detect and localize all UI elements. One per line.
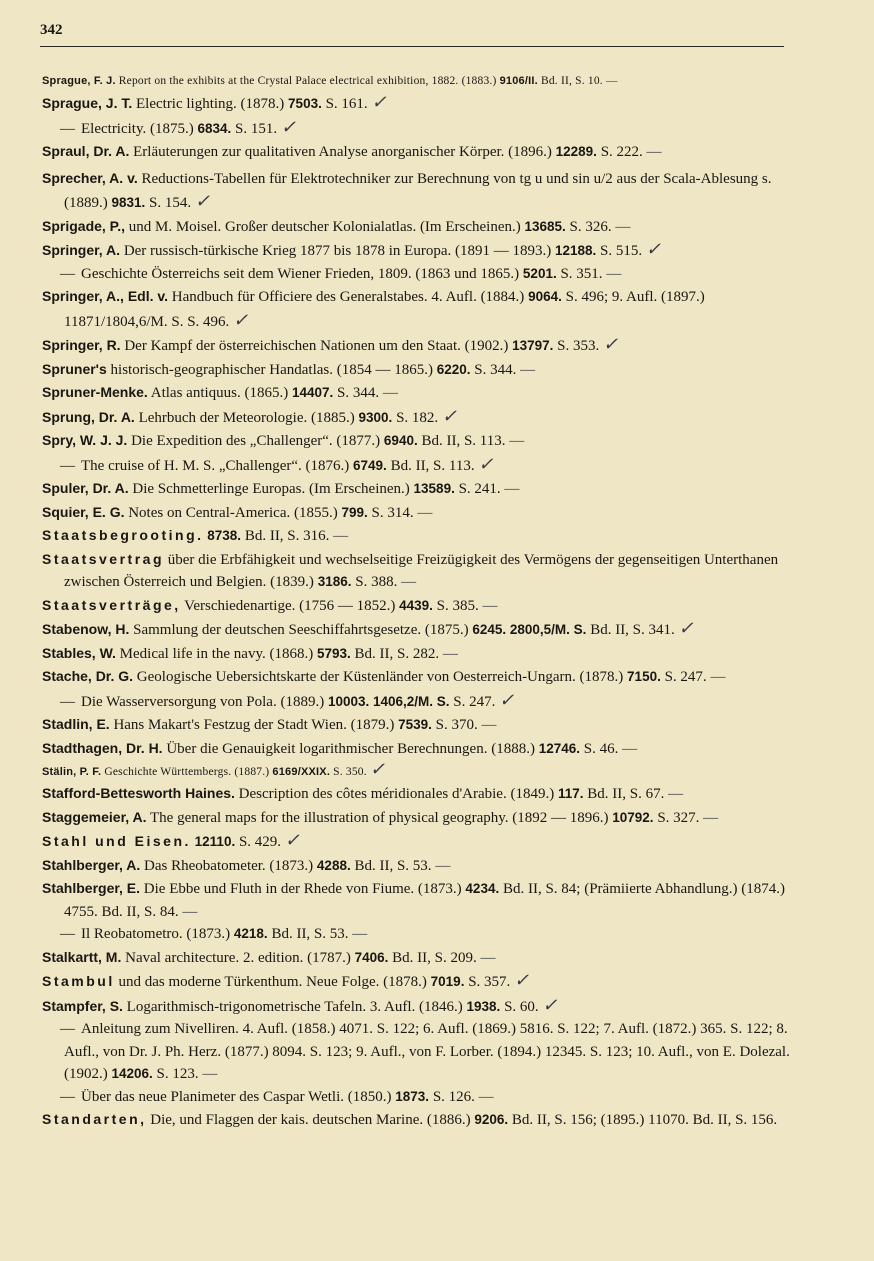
dash-mark-icon: — (417, 504, 431, 521)
dash-mark-icon: — (504, 481, 518, 497)
check-mark-icon: ✓ (194, 191, 210, 211)
entry-title: historisch-geographischer Handatlas. (1854 — 1865.) (110, 361, 433, 378)
entry-reference: S. 344. (474, 361, 517, 378)
entry-catalog-number: 13685. (524, 218, 566, 234)
index-entry (42, 969, 792, 994)
entry-title: Sammlung der deutschen Seeschiffahrtsgesetze. (1875.) (133, 622, 469, 638)
entry-title: Lehrbuch der Meteorologie. (1885.) (138, 409, 355, 426)
entry-heading: Springer, R. (42, 337, 121, 353)
entry-title: Die Expedition des „Challenger“. (1877.) (131, 433, 381, 449)
entry-heading: Springer, A. (42, 242, 121, 258)
entry-reference: S. 496; 9. Aufl. (1897.) 11871/1804,6/M. S. S. 496. (64, 289, 705, 330)
entry-title: Report on the exhibits at the Crystal Palace electrical exhibition, 1882. (1883.) (118, 75, 497, 87)
entry-reference: S. 154. (149, 195, 192, 211)
check-mark-icon: ✓ (233, 309, 249, 330)
entry-title: Atlas antiquus. (1865.) (150, 385, 289, 401)
entry-heading: Stampfer, S. (42, 997, 123, 1014)
entry-heading: Stadthagen, Dr. H. (42, 739, 163, 756)
entry-title: Verschiedenartige. (1756 — 1852.) (184, 597, 396, 614)
ditto-dash: — (60, 265, 75, 282)
ditto-dash: — (60, 693, 75, 710)
entry-title: Anleitung zum Nivelliren. 4. Aufl. (1858.) 4071. S. 122; 6. Aufl. (1869.) 5816. S. 122; 7. Aufl. (1872.) 365. S. 122; 8. Aufl., von Dr. J. Ph. Herz. (1877.) 8094. S. 123; 9. Aufl., von F. Lorber. (1894.) 12345. S. 123; 10. Aufl., von E. Dolezal. (1902.) (64, 1021, 790, 1082)
dash-mark-icon: — (481, 717, 495, 733)
check-mark-icon: ✓ (369, 759, 386, 779)
entry-catalog-number: 7539. (398, 717, 432, 732)
dash-mark-icon: — (509, 433, 523, 449)
index-entry (42, 760, 792, 782)
entry-reference: Bd. II, S. 67. (587, 786, 665, 802)
index-entry (42, 453, 792, 478)
entry-title: Die Wasserversorgung von Pola. (1889.) (81, 693, 325, 710)
index-entry (42, 594, 792, 618)
index-entry (42, 116, 792, 141)
check-mark-icon: ✓ (441, 405, 457, 426)
entry-title: Naval architecture. 2. edition. (1787.) (125, 949, 351, 966)
entry-reference: S. 46. (583, 740, 619, 757)
ditto-dash: — (60, 926, 75, 942)
entry-heading: Sprigade, P., (42, 217, 125, 234)
entry-catalog-number: 10792. (612, 809, 654, 825)
entry-heading: Springer, A., Edl. v. (42, 288, 169, 304)
index-entry (42, 829, 792, 854)
entry-heading: Stables, W. (42, 644, 116, 661)
dash-mark-icon: — (606, 265, 620, 282)
index-entry (42, 405, 792, 430)
entry-reference: Bd. II, S. 53. (271, 926, 349, 942)
entry-title: und M. Moisel. Großer deutscher Kolonialatlas. (Im Erscheinen.) (128, 218, 521, 235)
index-entry (42, 617, 792, 642)
entry-catalog-number: 14407. (291, 385, 334, 400)
entry-reference: S. 247. (453, 693, 496, 710)
entry-catalog-number: 7503. (288, 96, 322, 111)
entry-catalog-number: 6834. (197, 120, 232, 136)
entry-catalog-number: 1873. (395, 1088, 430, 1104)
entry-heading: Squier, E. G. (42, 503, 125, 520)
entry-reference: S. 123. (156, 1066, 199, 1082)
dash-mark-icon: — (520, 361, 534, 378)
entry-catalog-number: 5201. (522, 265, 557, 281)
entry-title: Die, und Flaggen der kais. deutschen Marine. (1886.) (150, 1112, 471, 1128)
entry-catalog-number: 7406. (354, 949, 389, 965)
entry-heading: Sprecher, A. v. (42, 169, 138, 186)
index-entry (42, 923, 792, 946)
entry-catalog-number: 9300. (358, 409, 393, 425)
entry-title: Reductions-Tabellen für Elektrotechniker zur Berechnung von tg u und sin u/2 aus der Scala-Ablesung s. (1889.) (64, 170, 772, 211)
entry-heading-spaced: Staatsverträge, (42, 596, 181, 613)
entry-reference: S. 388. (355, 574, 398, 590)
header-rule (40, 46, 784, 47)
dash-mark-icon: — (622, 740, 636, 757)
entry-reference: S. 314. (371, 504, 414, 521)
entry-title: über die Erbfähigkeit und wechselseitige Freizügigkeit des Vermögens der gegenseitigen Unterthanen zwischen Österreich und Belgien. (1839.) (64, 551, 779, 590)
dash-mark-icon: — (401, 574, 415, 590)
entry-catalog-number: 13797. (512, 338, 554, 353)
index-entry (42, 91, 792, 116)
index-entry (42, 713, 792, 737)
entry-reference: Bd. II, S. 316. (244, 528, 330, 544)
dash-mark-icon: — (605, 75, 616, 87)
entry-catalog-number: 9831. (111, 195, 146, 210)
entry-title: Der Kampf der österreichischen Nationen um den Staat. (1902.) (124, 338, 509, 354)
index-entry (42, 167, 792, 215)
check-mark-icon: ✓ (284, 830, 300, 850)
check-mark-icon: ✓ (514, 970, 530, 990)
entry-reference: S. 60. (504, 998, 539, 1015)
entry-reference: Bd. II, S. 156; (1895.) 11070. Bd. II, S. 156. (511, 1112, 778, 1128)
index-entry (42, 548, 792, 594)
entry-reference: S. 370. (435, 717, 478, 733)
entry-catalog-number: 9206. (474, 1112, 509, 1127)
entry-catalog-number: 12188. (555, 243, 597, 258)
entry-heading: Spraul, Dr. A. (42, 143, 130, 159)
entry-catalog-number: 14206. (111, 1066, 153, 1081)
entry-title: Erläuterungen zur qualitativen Analyse anorganischer Körper. (1896.) (133, 144, 552, 160)
index-entry (42, 524, 792, 548)
entry-catalog-number: 9064. (528, 289, 562, 304)
dash-mark-icon: — (480, 949, 494, 966)
entry-reference: S. 161. (325, 96, 368, 112)
entry-catalog-number: 10003. 1406,2/M. S. (327, 693, 450, 709)
entry-heading-spaced: Standarten, (42, 1111, 147, 1127)
entry-catalog-number: 799. (341, 504, 368, 520)
entry-catalog-number: 6220. (436, 361, 471, 377)
entry-title: Logarithmisch-trigonometrische Tafeln. 3. Aufl. (1846.) (126, 998, 463, 1015)
entry-title: Das Rheobatometer. (1873.) (144, 857, 314, 874)
entry-reference: Bd. II, S. 282. (354, 645, 440, 662)
entry-reference: Bd. II, S. 53. (354, 857, 432, 874)
entry-reference: S. 327. (657, 809, 700, 826)
entry-title: Über das neue Planimeter des Caspar Wetli. (1850.) (81, 1088, 392, 1105)
entry-catalog-number: 9106/II. (499, 75, 538, 87)
entry-catalog-number: 6169/XXIX. (272, 766, 331, 778)
check-mark-icon: ✓ (603, 334, 619, 354)
entry-reference: S. 385. (436, 597, 479, 614)
index-entry (42, 665, 792, 689)
entry-reference: S. 515. (600, 243, 643, 259)
entry-title: Electric lighting. (1878.) (136, 96, 285, 112)
entry-catalog-number: 6940. (383, 433, 418, 448)
dash-mark-icon: — (202, 1066, 216, 1082)
entry-title: Description des côtes méridionales d'Arabie. (1849.) (238, 786, 555, 802)
entry-reference: S. 222. (600, 144, 643, 160)
entry-heading: Stafford-Bettesworth Haines. (42, 785, 235, 801)
index-entry (42, 994, 792, 1019)
entry-reference: S. 357. (468, 974, 511, 990)
entry-title: Die Ebbe und Fluth in der Rhede von Fiume. (1873.) (143, 881, 462, 897)
index-entry (42, 877, 792, 923)
index-entry (42, 642, 792, 666)
check-mark-icon: ✓ (371, 92, 387, 112)
entry-reference: S. 182. (396, 409, 439, 426)
entry-catalog-number: 3186. (317, 574, 352, 589)
entry-heading: Stälin, P. F. (42, 766, 102, 778)
entry-reference: Bd. II, S. 341. (590, 622, 675, 638)
dash-mark-icon: — (646, 144, 660, 160)
entry-list (42, 72, 792, 1132)
dash-mark-icon: — (352, 926, 366, 942)
entry-catalog-number: 117. (557, 786, 584, 801)
entry-title: The general maps for the illustration of physical geography. (1892 — 1896.) (150, 809, 609, 826)
index-entry (42, 72, 792, 91)
entry-reference: S. 247. (664, 669, 707, 685)
entry-title: The cruise of H. M. S. „Challenger“. (1876.) (81, 457, 350, 474)
index-entry (42, 215, 792, 239)
dash-mark-icon: — (442, 645, 456, 662)
index-entry (42, 285, 792, 333)
entry-catalog-number: 4218. (233, 926, 268, 941)
entry-catalog-number: 1938. (466, 998, 501, 1014)
dash-mark-icon: — (482, 597, 496, 614)
entry-heading: Sprung, Dr. A. (42, 408, 135, 425)
index-entry (42, 689, 792, 714)
entry-title: Über die Genauigkeit logarithmischer Berechnungen. (1888.) (166, 740, 535, 757)
index-entry (42, 358, 792, 382)
index-entry (42, 501, 792, 525)
check-mark-icon: ✓ (645, 239, 661, 259)
dash-mark-icon: — (333, 528, 347, 544)
index-entry (42, 333, 792, 358)
dash-mark-icon: — (668, 786, 682, 802)
entry-title: Geschichte Württembergs. (1887.) (104, 766, 270, 778)
index-entry (42, 806, 792, 830)
entry-title: Geologische Uebersichtskarte der Küstenländer von Oesterreich-Ungarn. (1878.) (136, 669, 624, 685)
entry-reference: Bd. II, S. 84; (Prämiierte Abhandlung.) (1874.) 4755. Bd. II, S. 84. (64, 881, 786, 920)
entry-title: Handbuch für Officiere des Generalstabes. 4. Aufl. (1884.) (171, 289, 525, 305)
entry-heading: Spry, W. J. J. (42, 432, 128, 448)
dash-mark-icon: — (182, 903, 196, 920)
entry-title: Electricity. (1875.) (81, 120, 194, 137)
check-mark-icon: ✓ (499, 689, 515, 710)
entry-title: Notes on Central-America. (1855.) (128, 504, 338, 521)
entry-heading: Sprague, J. T. (42, 95, 133, 111)
entry-reference: S. 126. (432, 1088, 475, 1105)
entry-heading: Stahlberger, A. (42, 856, 141, 873)
entry-heading: Sprague, F. J. (42, 75, 116, 87)
check-mark-icon: ✓ (542, 994, 558, 1015)
entry-heading: Stalkartt, M. (42, 948, 122, 965)
entry-catalog-number: 6245. 2800,5/M. S. (472, 622, 587, 637)
entry-title: Die Schmetterlinge Europas. (Im Erscheinen.) (132, 481, 410, 497)
entry-catalog-number: 7150. (627, 669, 661, 684)
entry-catalog-number: 12110. (194, 834, 236, 849)
ditto-dash: — (60, 120, 75, 137)
dash-mark-icon: — (710, 669, 724, 685)
entry-heading: Stahlberger, E. (42, 880, 141, 896)
ditto-dash: — (60, 457, 75, 474)
index-entry (42, 263, 792, 286)
index-entry (42, 1086, 792, 1109)
entry-reference: S. 351. (560, 265, 603, 282)
dash-mark-icon: — (382, 385, 396, 401)
entry-reference: Bd. II, S. 113. (390, 457, 475, 474)
entry-heading: Spruner-Menke. (42, 384, 148, 400)
entry-catalog-number: 4439. (399, 597, 433, 613)
entry-reference: S. 151. (235, 120, 278, 137)
index-entry (42, 854, 792, 878)
entry-title: Medical life in the navy. (1868.) (119, 645, 314, 662)
entry-heading: Spruner's (42, 360, 107, 377)
entry-title: Hans Makart's Festzug der Stadt Wien. (1879.) (113, 717, 395, 733)
entry-catalog-number: 5793. (316, 645, 351, 661)
entry-title: Geschichte Österreichs seit dem Wiener Frieden, 1809. (1863 und 1865.) (81, 265, 520, 282)
entry-heading: Spuler, Dr. A. (42, 480, 129, 496)
entry-title: und das moderne Türkenthum. Neue Folge. (1878.) (118, 974, 427, 990)
ditto-dash: — (60, 1088, 75, 1105)
check-mark-icon: ✓ (478, 453, 494, 474)
index-entry (42, 1018, 792, 1086)
index-entry (42, 140, 792, 164)
index-entry (42, 429, 792, 453)
entry-heading-spaced: Staatsbegrooting. (42, 527, 204, 543)
entry-reference: S. 353. (557, 338, 600, 354)
entry-catalog-number: 4288. (316, 857, 351, 873)
index-entry (42, 782, 792, 806)
check-mark-icon: ✓ (280, 116, 296, 137)
dash-mark-icon: — (703, 809, 717, 826)
entry-catalog-number: 13589. (413, 481, 455, 496)
entry-heading-spaced: Stambul (42, 973, 115, 989)
entry-reference: S. 326. (569, 218, 612, 235)
entry-catalog-number: 6749. (353, 457, 387, 473)
dash-mark-icon: — (615, 218, 629, 235)
entry-catalog-number: 4234. (465, 881, 500, 896)
entry-heading: Staggemeier, A. (42, 808, 147, 825)
index-entry (42, 381, 792, 405)
entry-title: Il Reobatometro. (1873.) (81, 926, 231, 942)
index-entry (42, 1108, 792, 1132)
dash-mark-icon: — (435, 857, 449, 874)
entry-reference: Bd. II, S. 209. (392, 949, 477, 966)
entry-heading-spaced: Staatsvertrag (42, 550, 164, 567)
entry-reference: S. 429. (238, 834, 282, 850)
entry-catalog-number: 12746. (538, 740, 581, 756)
page-number: 342 (40, 22, 63, 38)
entry-heading: Stadlin, E. (42, 716, 110, 732)
entry-title: Der russisch-türkische Krieg 1877 bis 1878 in Europa. (1891 — 1893.) (123, 243, 552, 259)
check-mark-icon: ✓ (678, 618, 694, 638)
entry-heading-spaced: Stahl und Eisen. (42, 833, 191, 849)
entry-heading: Stabenow, H. (42, 621, 130, 637)
entry-reference: Bd. II, S. 10. (540, 75, 603, 87)
entry-reference: S. 350. (333, 766, 367, 778)
ditto-dash: — (60, 1021, 75, 1037)
entry-reference: Bd. II, S. 113. (421, 433, 506, 449)
index-entry (42, 737, 792, 761)
index-entry (42, 477, 792, 501)
entry-catalog-number: 7019. (430, 974, 465, 989)
entry-catalog-number: 12289. (555, 144, 597, 159)
entry-reference: S. 241. (458, 481, 501, 497)
dash-mark-icon: — (478, 1088, 492, 1105)
entry-reference: S. 344. (337, 385, 380, 401)
index-entry (42, 238, 792, 263)
index-entry (42, 946, 792, 970)
entry-heading: Stache, Dr. G. (42, 668, 134, 684)
entry-catalog-number: 8738. (207, 528, 242, 543)
